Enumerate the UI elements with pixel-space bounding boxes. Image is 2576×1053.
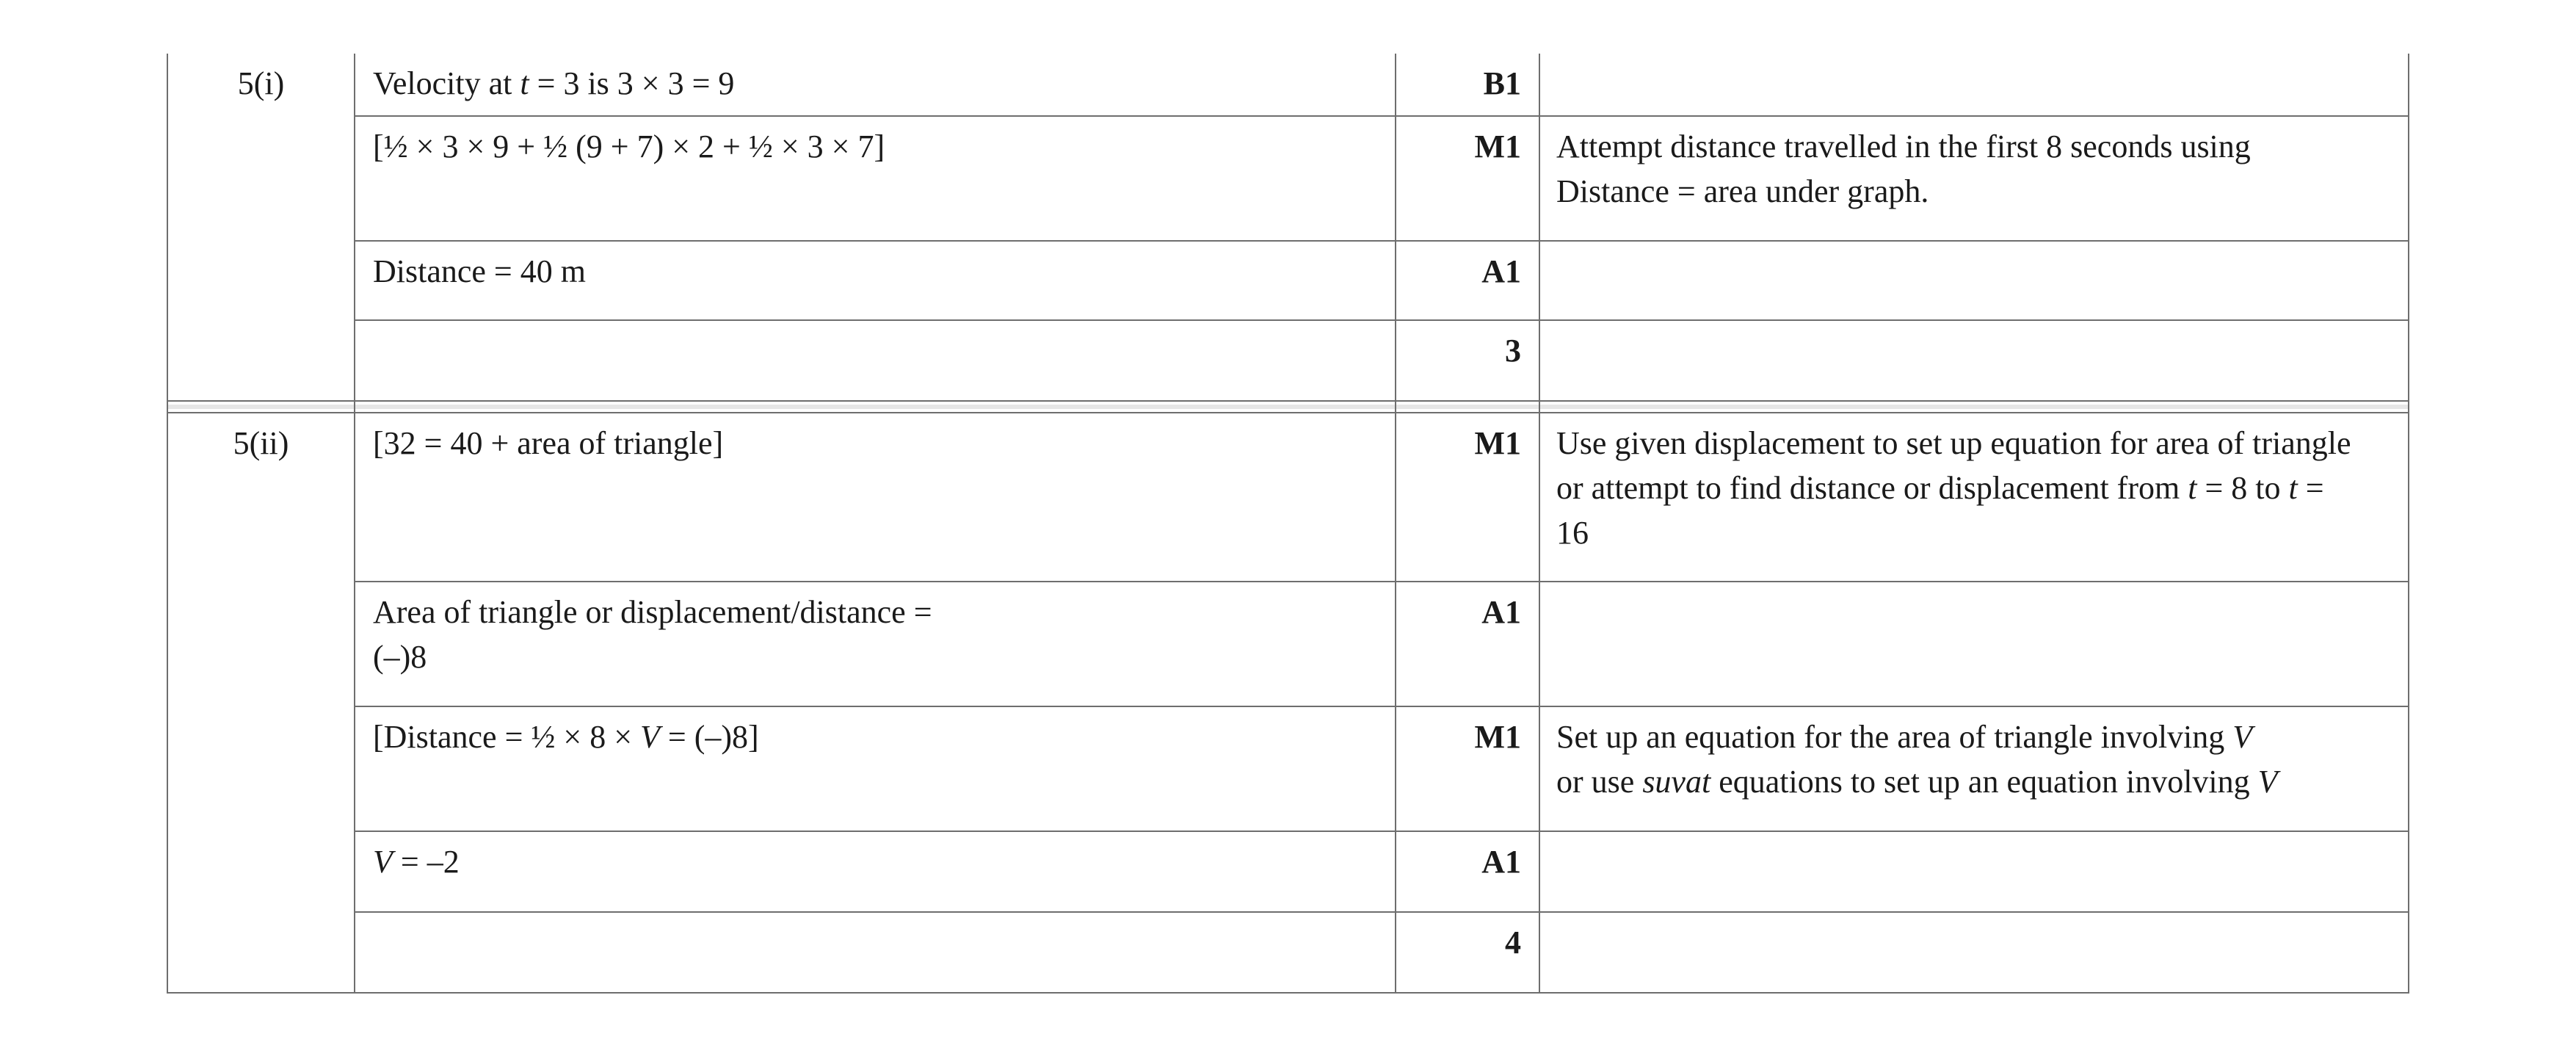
text-line <box>1556 510 2408 555</box>
mark-row <box>167 413 2409 582</box>
italic-symbol: V <box>2232 719 2253 755</box>
guidance-cell <box>1539 413 2409 582</box>
answer-cell <box>355 706 1396 831</box>
text-fragment: [32 = 40 + area of triangle] <box>373 425 724 461</box>
text-fragment: Velocity at <box>373 65 520 101</box>
text-fragment: = (–)8] <box>659 719 759 755</box>
text-fragment: or attempt to find distance or displacement from <box>1556 470 2188 506</box>
text-line <box>1556 169 2408 214</box>
text-line <box>373 634 1395 679</box>
text-fragment: or use <box>1556 764 1643 800</box>
mark-row <box>167 582 2409 706</box>
guidance-cell <box>1539 241 2409 320</box>
text-fragment: Area of triangle or displacement/distance = <box>373 594 932 630</box>
mark-row <box>167 320 2409 401</box>
text-fragment: = 3 is 3 × 3 = 9 <box>529 65 735 101</box>
mark-row <box>167 706 2409 831</box>
text-fragment: Distance = area under graph. <box>1556 173 1929 209</box>
text-fragment: Use given displacement to set up equation for area of triangle <box>1556 425 2351 461</box>
mark-cell: M1 <box>1396 116 1539 241</box>
answer-cell <box>355 241 1396 320</box>
text-fragment: Attempt distance travelled in the first 8 seconds using <box>1556 129 2251 164</box>
italic-symbol: V <box>373 844 393 880</box>
mark-cell: 4 <box>1396 912 1539 993</box>
mark-cell: A1 <box>1396 582 1539 706</box>
text-fragment: equations to set up an equation involving <box>1710 764 2258 800</box>
answer-cell <box>355 582 1396 706</box>
italic-symbol: t <box>2188 470 2197 506</box>
answer-cell <box>355 831 1396 912</box>
italic-symbol: t <box>2288 470 2298 506</box>
text-line <box>373 590 1395 634</box>
guidance-cell <box>1539 706 2409 831</box>
guidance-cell <box>1539 912 2409 993</box>
text-fragment: [½ × 3 × 9 + ½ (9 + 7) × 2 + ½ × 3 × 7] <box>373 129 885 164</box>
mark-cell: M1 <box>1396 413 1539 582</box>
answer-cell <box>355 320 1396 401</box>
mark-cell: M1 <box>1396 706 1539 831</box>
mark-cell: 3 <box>1396 320 1539 401</box>
text-fragment: = <box>2297 470 2324 506</box>
italic-symbol: V <box>640 719 660 755</box>
text-fragment: = 8 to <box>2196 470 2289 506</box>
question-separator <box>167 401 2409 413</box>
italic-symbol: t <box>520 65 529 101</box>
question-number: 5(ii) <box>167 413 355 993</box>
mark-scheme-table <box>167 54 2409 994</box>
text-line <box>1556 124 2408 169</box>
text-line <box>1556 421 2408 466</box>
mark-row <box>167 241 2409 320</box>
text-line <box>1556 759 2408 804</box>
italic-symbol: V <box>2257 764 2278 800</box>
mark-row <box>167 831 2409 912</box>
text-line <box>1556 714 2408 759</box>
guidance-cell <box>1539 582 2409 706</box>
mark-row <box>167 54 2409 116</box>
text-fragment: Set up an equation for the area of triangle involving <box>1556 719 2233 755</box>
guidance-cell <box>1539 116 2409 241</box>
text-fragment: Distance = 40 m <box>373 253 586 289</box>
mark-row <box>167 912 2409 993</box>
guidance-cell <box>1539 320 2409 401</box>
text-fragment: 16 <box>1556 515 1589 551</box>
text-fragment: = –2 <box>392 844 460 880</box>
mark-cell: B1 <box>1396 54 1539 116</box>
text-fragment: [Distance = ½ × 8 × <box>373 719 641 755</box>
guidance-cell <box>1539 831 2409 912</box>
answer-cell <box>355 413 1396 582</box>
text-fragment: (–)8 <box>373 639 427 675</box>
question-number: 5(i) <box>167 54 355 401</box>
guidance-cell <box>1539 54 2409 116</box>
text-line <box>1556 466 2408 510</box>
answer-cell <box>355 116 1396 241</box>
answer-cell <box>355 54 1396 116</box>
mark-cell: A1 <box>1396 241 1539 320</box>
mark-row <box>167 116 2409 241</box>
italic-symbol: suvat <box>1642 764 1711 800</box>
mark-cell: A1 <box>1396 831 1539 912</box>
answer-cell <box>355 912 1396 993</box>
